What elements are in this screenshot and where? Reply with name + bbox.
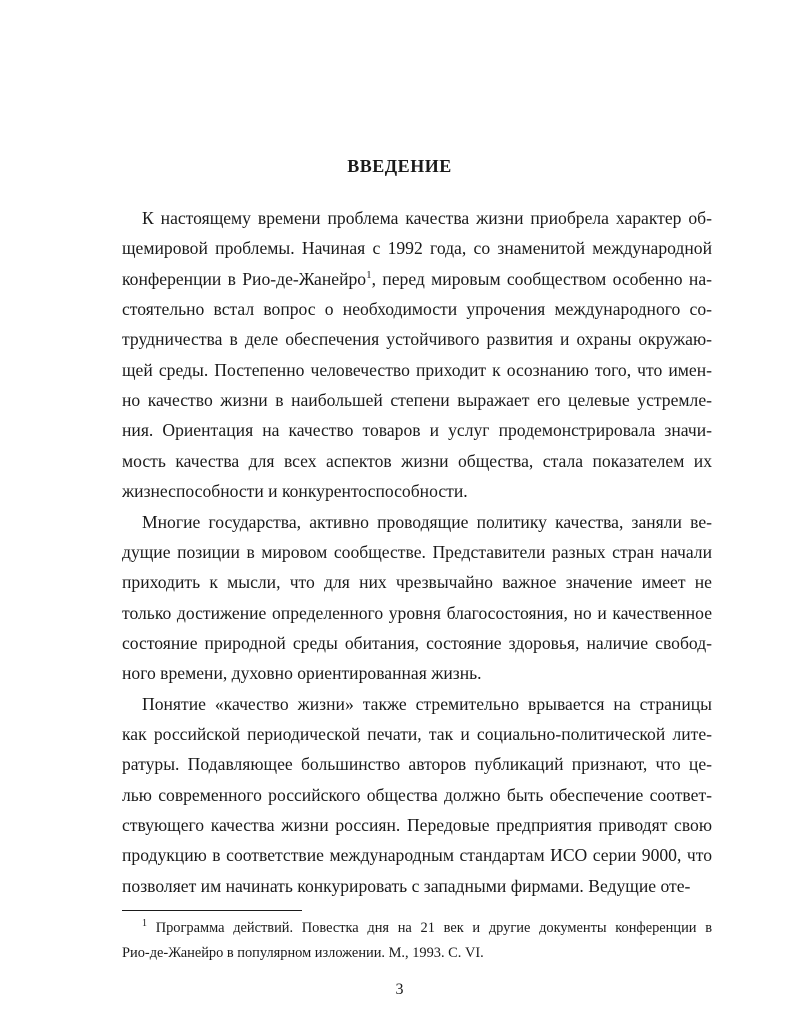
text-segment: как российской периодической печати, так и социально-политической лите- <box>122 723 712 744</box>
text-segment: жизнеспособности и конкурентоспособности. <box>122 481 468 502</box>
text-line <box>122 843 712 867</box>
text-line <box>122 449 712 473</box>
text-segment: Понятие «качество жизни» также стремительно врывается на страницы <box>142 693 712 714</box>
text-line <box>122 540 712 564</box>
text-line <box>122 661 712 685</box>
text-segment: ствующего качества жизни россиян. Передовые предприятия приводят свою <box>122 815 712 835</box>
text-segment: ния. Ориентация на качество товаров и услуг продемонстрировала значи- <box>122 420 712 441</box>
text-segment: приходить к мысли, что для них чрезвычайно важное значение имеет не <box>122 572 712 593</box>
page-number: 3 <box>395 981 404 998</box>
page-heading: ВВЕДЕНИЕ <box>347 156 452 176</box>
text-segment: лью современного российского общества должно быть обеспечение соответ- <box>122 784 712 805</box>
footnote-line-2: Рио-де-Жанейро в популярном изложении. М., 1993. С. VI. <box>122 945 484 961</box>
text-line <box>122 570 712 594</box>
text-segment: мость качества для всех аспектов жизни общества, стала показателем их <box>122 450 712 471</box>
text-segment: только достижение определенного уровня благосостояния, но и качественное <box>122 602 712 623</box>
text-segment: конференции в Рио-де-Жанейро <box>122 268 367 289</box>
text-line <box>122 813 712 837</box>
text-line <box>122 236 712 260</box>
text-segment: ратуры. Подавляющее большинство авторов публикаций признают, что це- <box>122 754 712 775</box>
text-line <box>142 206 712 230</box>
text-line <box>142 692 712 716</box>
text-line <box>122 297 712 321</box>
text-line <box>122 479 712 503</box>
text-segment: дущие позиции в мировом сообществе. Представители разных стран начали <box>122 541 712 562</box>
text-segment: стоятельно встал вопрос о необходимости упрочения международного со- <box>122 299 712 320</box>
text-segment: продукцию в соответствие международным стандартам ИСО серии 9000, что <box>122 845 712 866</box>
text-segment: ного времени, духовно ориентированная жизнь. <box>122 663 482 684</box>
text-segment: позволяет им начинать конкурировать с западными фирмами. Ведущие оте- <box>122 875 691 896</box>
text-line <box>122 722 712 746</box>
text-line <box>122 783 712 807</box>
text-line <box>122 327 712 351</box>
footnote-marker: 1 <box>142 918 147 929</box>
text-segment: щей среды. Постепенно человечество приходит к осознанию того, что имен- <box>122 359 712 380</box>
footnote-separator <box>122 910 302 911</box>
text-segment: но качество жизни в наибольшей степени выражает его целевые устремле- <box>122 390 712 411</box>
text-line <box>122 267 712 291</box>
text-segment: К настоящему времени проблема качества жизни приобрела характер об- <box>142 208 712 228</box>
footnote-reference: 1 <box>366 268 372 281</box>
text-line <box>122 874 712 898</box>
text-segment: состояние природной среды обитания, состояние здоровья, наличие свобод- <box>122 632 712 653</box>
text-line <box>122 601 712 625</box>
footnote-line-1 <box>142 918 712 938</box>
text-segment: Многие государства, активно проводящие политику качества, заняли ве- <box>142 511 712 532</box>
text-line <box>122 631 712 655</box>
text-line <box>142 510 712 534</box>
text-segment: , перед мировым сообществом особенно на- <box>371 268 712 289</box>
text-line <box>122 752 712 776</box>
text-line <box>122 418 712 442</box>
text-segment: щемировой проблемы. Начиная с 1992 года, со знаменитой международной <box>122 238 712 259</box>
footnote-text-1: Программа действий. Повестка дня на 21 век и другие документы конференции в <box>155 920 712 936</box>
text-segment: трудничества в деле обеспечения устойчивого развития и охраны окружаю- <box>122 329 712 350</box>
text-line <box>122 358 712 382</box>
text-line <box>122 388 712 412</box>
